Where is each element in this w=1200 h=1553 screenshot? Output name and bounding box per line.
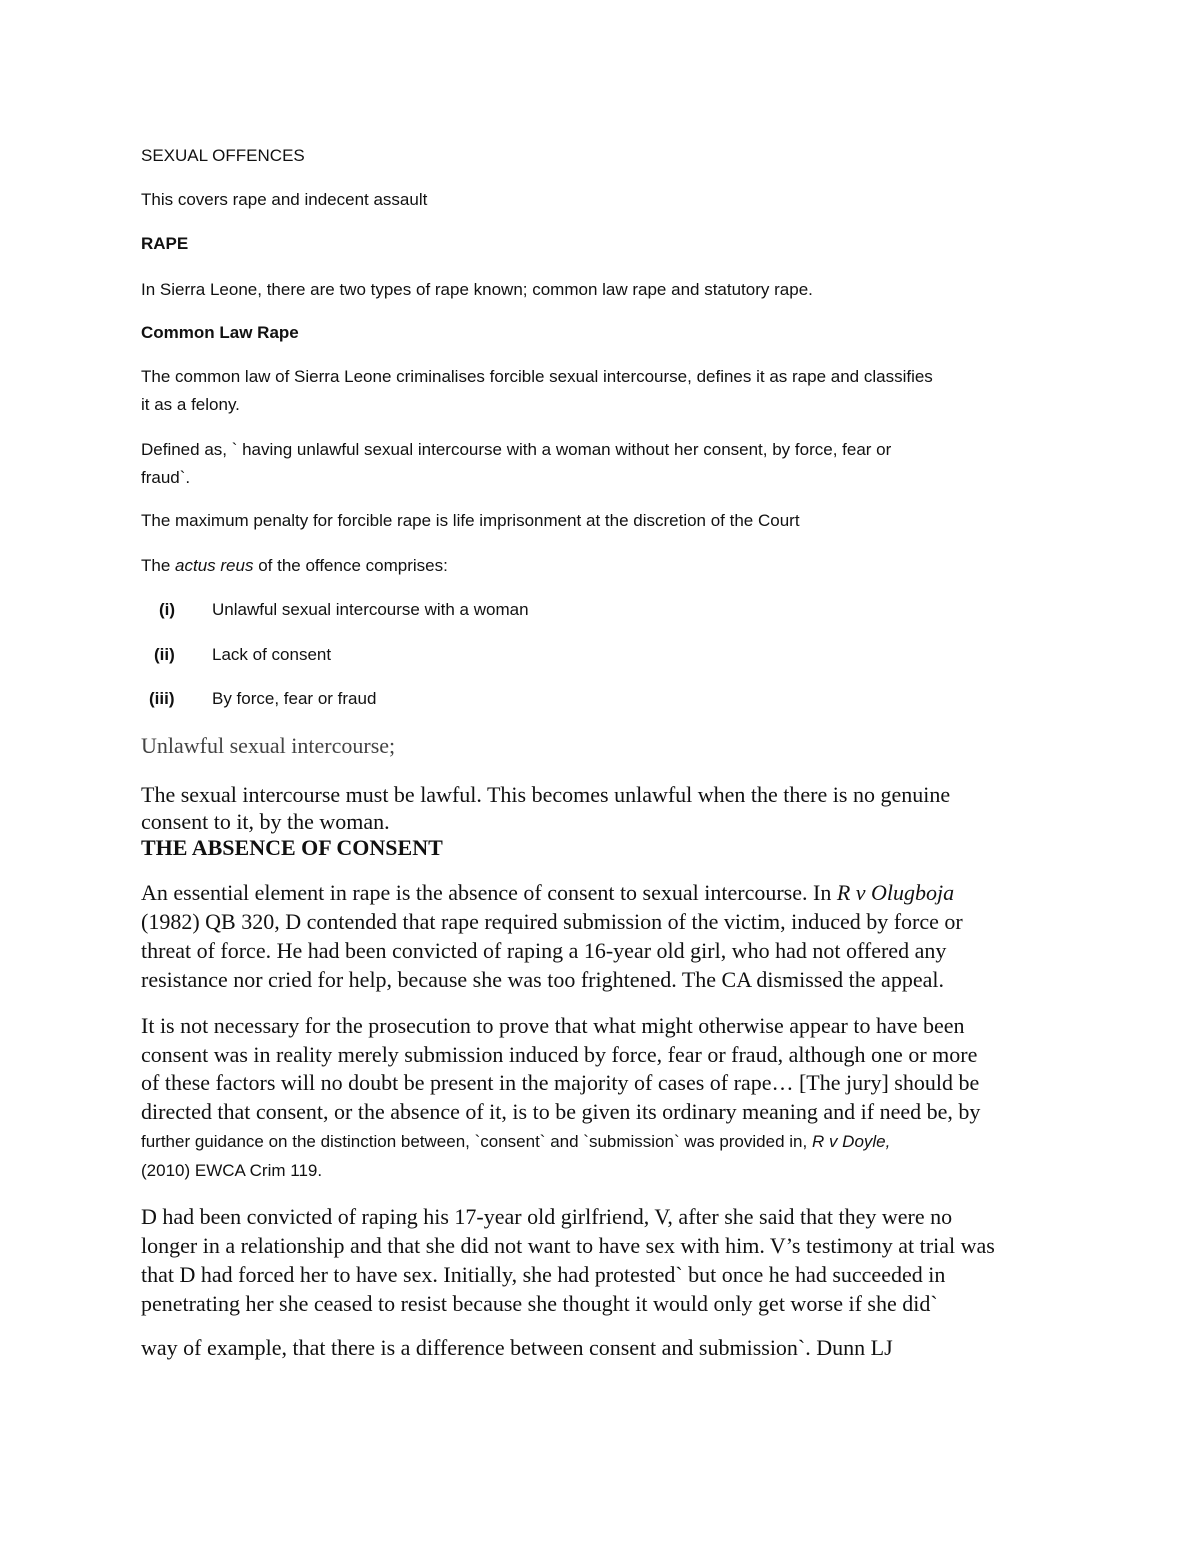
paragraph-1-line-1: The common law of Sierra Leone criminalises forcible sexual intercourse, defines it as rape and classifies [141,367,933,386]
list-item-number: (ii) [154,645,175,664]
actus-italic: actus reus [175,556,254,575]
intro-text: This covers rape and indecent assault [141,190,428,209]
section-3-line-1: It is not necessary for the prosecution to prove that what might otherwise appear to have been [141,1013,965,1038]
actus-post: of the offence comprises: [253,556,448,575]
case-name-olugboja: R v Olugboja [836,880,955,905]
section-2-line-1 [141,880,954,906]
list-item-number: (iii) [149,689,175,708]
section-2-line-2: (1982) QB 320, D contended that rape required submission of the victim, induced by force or [141,909,963,934]
list-item-number: (i) [159,600,176,619]
section-3-line-6: (2010) EWCA Crim 119. [141,1161,323,1180]
common-law-heading: Common Law Rape [141,323,299,342]
section-3-line-4: directed that consent, or the absence of it, is to be given its ordinary meaning and if need be, by [141,1099,981,1124]
section-1-line-1: The sexual intercourse must be lawful. This becomes unlawful when the there is no genuine [141,782,951,807]
actus-reus-line [141,556,448,576]
actus-pre: The [141,556,176,575]
section-1-line-2: consent to it, by the woman. [141,809,390,834]
list-item-text: Lack of consent [212,645,332,664]
document-title: SEXUAL OFFENCES [141,146,305,165]
list-item-text: Unlawful sexual intercourse with a woman [212,600,529,619]
rape-intro: In Sierra Leone, there are two types of rape known; common law rape and statutory rape. [141,280,813,299]
case-name-doyle: R v Doyle, [811,1132,891,1151]
s2-pre: An essential element in rape is the absence of consent to sexual intercourse. In [141,880,837,905]
section-2-line-3: threat of force. He had been convicted of raping a 16-year old girl, who had not offered any [141,938,947,963]
section-4-line-2: longer in a relationship and that she did not want to have sex with him. V’s testimony at trial was [141,1233,995,1258]
rape-heading: RAPE [141,234,189,253]
list-item-text: By force, fear or fraud [212,689,377,708]
paragraph-2-line-2: fraud`. [141,468,191,487]
paragraph-2-line-1: Defined as, ` having unlawful sexual intercourse with a woman without her consent, by force, fear or [141,440,892,459]
s3-pre: further guidance on the distinction between, `consent` and `submission` was provided in, [141,1132,812,1151]
section-5-line-1: way of example, that there is a difference between consent and submission`. Dunn LJ [141,1335,893,1360]
section-3-line-2: consent was in reality merely submission induced by force, fear or fraud, although one or more [141,1042,978,1067]
paragraph-3: The maximum penalty for forcible rape is life imprisonment at the discretion of the Court [141,511,800,530]
section-4-line-4: penetrating her she ceased to resist because she thought it would only get worse if she did` [141,1291,938,1316]
section-3-line-5 [141,1132,890,1152]
section-2-line-4: resistance nor cried for help, because she was too frightened. The CA dismissed the appeal. [141,967,944,992]
absence-of-consent-heading: THE ABSENCE OF CONSENT [141,835,443,860]
section-4-line-3: that D had forced her to have sex. Initially, she had protested` but once he had succeeded in [141,1262,946,1287]
section-3-line-3: of these factors will no doubt be present in the majority of cases of rape… [The jury] should be [141,1070,980,1095]
paragraph-1-line-2: it as a felony. [141,395,240,414]
section-4-line-1: D had been convicted of raping his 17-year old girlfriend, V, after she said that they were no [141,1204,953,1229]
unlawful-heading: Unlawful sexual intercourse; [141,733,396,758]
